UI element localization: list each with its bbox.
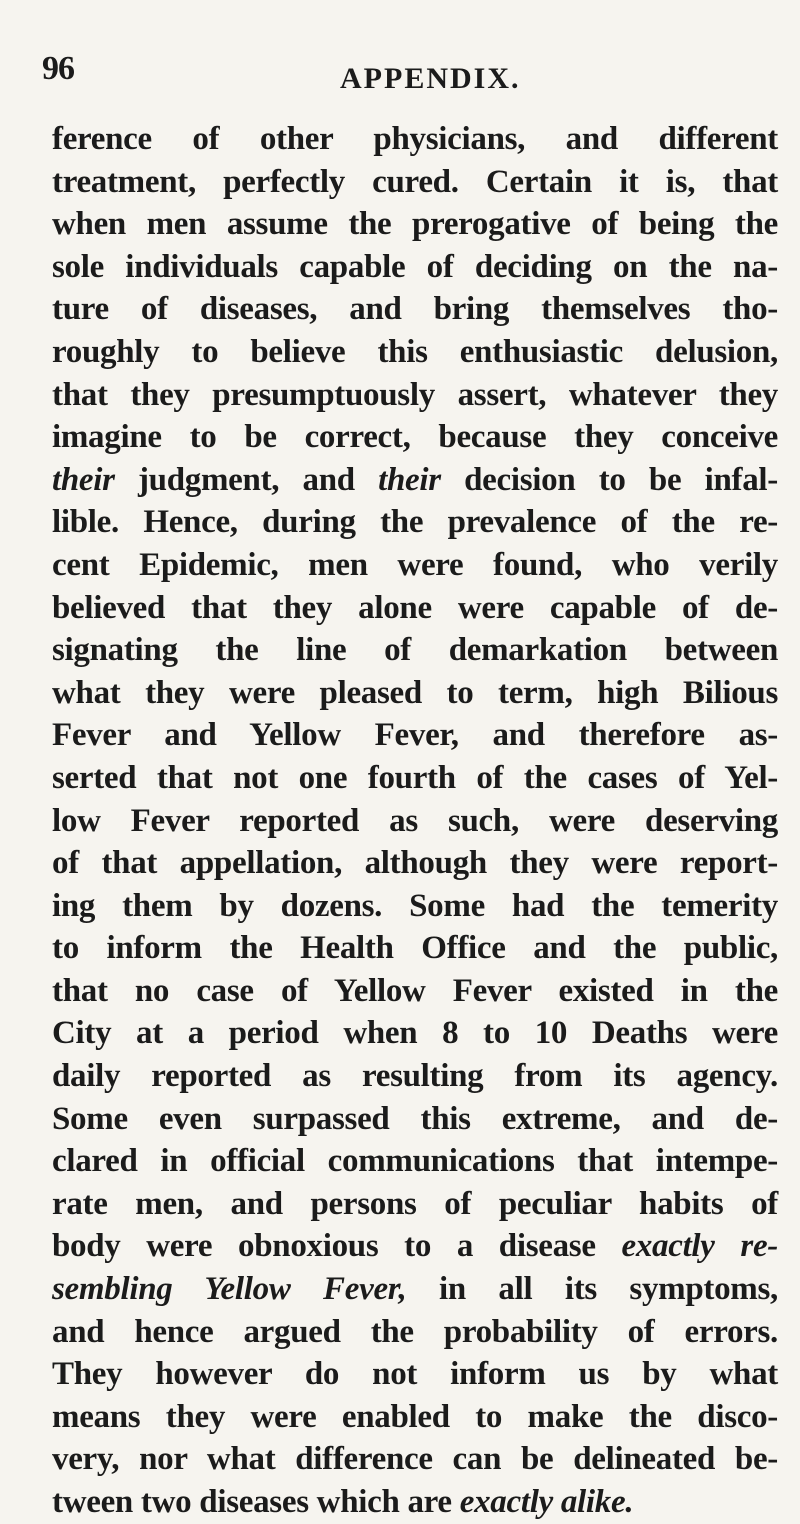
italic-phrase: exactly alike. (459, 1484, 634, 1520)
text-line-with-italics (52, 459, 778, 502)
text-line: lible. Hence, during the prevalence of the re- (52, 504, 778, 541)
text-line: roughly to believe this enthusiastic delusion, (52, 333, 778, 370)
text-line: They however do not inform us by what (52, 1356, 778, 1393)
text-line: treatment, perfectly cured. Certain it is, that (52, 163, 778, 200)
text-segment: body were obnoxious to a disease (52, 1228, 622, 1265)
italic-phrase: exactly re- (621, 1228, 778, 1265)
text-line: cent Epidemic, men were found, who verily (52, 546, 778, 583)
text-line: means they were enabled to make the disco- (52, 1398, 778, 1435)
text-line-with-italics (52, 1481, 778, 1524)
page-number: 96 (42, 50, 74, 87)
text-line: serted that not one fourth of the cases of Yel- (52, 759, 778, 796)
text-line: what they were pleased to term, high Bilious (52, 674, 778, 711)
text-segment: judgment, and (114, 461, 379, 498)
text-line: to inform the Health Office and the public, (52, 930, 778, 967)
text-line: clared in official communications that intempe- (52, 1143, 778, 1180)
text-line: that no case of Yellow Fever existed in the (52, 972, 778, 1009)
text-line-with-italics (52, 1268, 778, 1311)
text-line: when men assume the prerogative of being the (52, 206, 778, 243)
text-line: imagine to be correct, because they conceive (52, 419, 778, 456)
text-line: daily reported as resulting from its agency. (52, 1058, 778, 1095)
page-header (0, 50, 800, 100)
text-line: ference of other physicians, and different (52, 121, 778, 157)
text-line: sole individuals capable of deciding on the na- (52, 248, 778, 285)
text-line: of that appellation, although they were report- (52, 845, 778, 882)
text-line: believed that they alone were capable of de- (52, 589, 778, 626)
text-line: Some even surpassed this extreme, and de- (52, 1100, 778, 1137)
running-head: APPENDIX. (340, 62, 521, 95)
italic-phrase: sembling Yellow Fever, (52, 1271, 407, 1308)
text-segment: decision to be infal- (440, 461, 778, 498)
text-line: Fever and Yellow Fever, and therefore as- (52, 717, 778, 754)
text-line: low Fever reported as such, were deserving (52, 802, 778, 839)
text-line: City at a period when 8 to 10 Deaths were (52, 1015, 778, 1052)
text-line: rate men, and persons of peculiar habits of (52, 1185, 778, 1222)
text-line: and hence argued the probability of errors. (52, 1313, 778, 1350)
italic-word: their (52, 461, 115, 498)
text-line-with-italics (52, 1225, 778, 1268)
text-line: that they presumptuously assert, whatever they (52, 376, 778, 413)
text-segment: tween two diseases which are (52, 1484, 460, 1520)
body-text (52, 118, 778, 1524)
text-segment: in all its symptoms, (406, 1271, 778, 1308)
text-line: signating the line of demarkation between (52, 632, 778, 669)
text-line: very, nor what difference can be delineated be- (52, 1441, 778, 1478)
text-line: ture of diseases, and bring themselves tho- (52, 291, 778, 328)
italic-word: their (378, 461, 441, 498)
text-line: ing them by dozens. Some had the temerity (52, 887, 778, 924)
